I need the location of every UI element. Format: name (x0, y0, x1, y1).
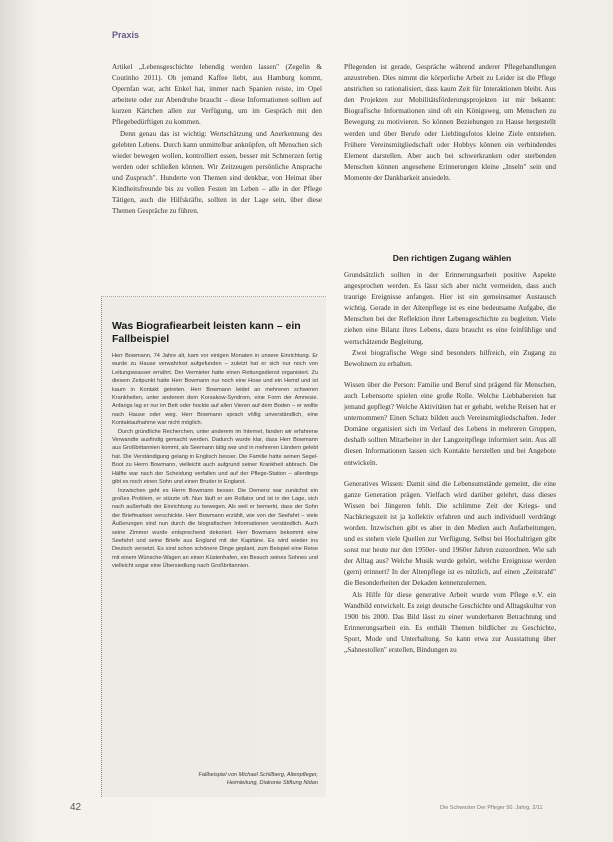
paragraph: Denn genau das ist wichtig: Wertschätzung und Anerkennung des gelebten Lebens. Durch kann unmittelbar anknüpfen, oft Menschen sich wieder bewegen wollen, kontrolliert essen, besser mit Schmerzen fertig werden oder schließen können. Wir Zeitzeugen persönliche Ansprache und Zuspruch". Hunderte von Themen sind denkbar, von Heimat über Kindheitsfreunde bis zu vollen Festen im Leben – alle in der Pflege Tätigen, auch die Hilfskräfte, sollten in der Lage sein, über diese Themen Gespräche zu führen. (112, 129, 322, 216)
paragraph: Zwei biografische Wege sind besonders hilfreich, ein Zugang zu Bewohnern zu erhalten. (344, 348, 556, 368)
credit-line: Heimleitung, Diakonie Stiftung Nidan (226, 780, 318, 786)
box-credit (112, 771, 318, 787)
paragraph: Wissen über die Person: Familie und Beruf sind prägend für Menschen, auch Lebensorte spielen eine große Rolle. Welche Liebhabereien hat jemand gepflegt? Welche Aktivitäten hat er gehabt, welche Reisen hat er unternommen? Einen Schatz bilden auch Vereinsmitgliedschaften. Jeder Domäne organisiert sich im Verlauf des Lebens in mehreren Gruppen, deshalb sollten Mitarbeiter in der Langzeitpflege informiert sein. Aus all diesen Informationen lassen sich Kontakte herstellen und bei Angebote entwickeln. (344, 380, 556, 467)
page-number: 42 (70, 802, 82, 813)
box-paragraph: Durch gründliche Recherchen, unter anderem im Internet, fanden wir erfahrene Verwandte ausfindig gemacht werden. Dadurch wurde klar, dass Herr Bowmann aus Großbritannien kommt, als Seemann tätig war und in mehreren Ländern gelebt hat. Die Verständigung gelang in Englisch besser. Die Familie hatte seinen Segel-Boot zu Herrn Bowmann, vielleicht auch aufgrund seiner Krankheit abbrach. Die Hälfte war nach der Scheidung verfallen und auf der Pflege-Station – allerdings gibt es noch einen Sohn und einen Bruder in England. (112, 428, 318, 486)
right-column-bottom (344, 270, 556, 656)
credit-line: Fallbeispiel von Michael Schillberg, Altenpfleger, (198, 772, 318, 778)
box-paragraph: Inzwischen geht es Herrn Bowmann besser. Die Demenz war zunächst ein großes Problem, er stürzte oft. Nun läuft er am Rollator und ist in der Lage, sich nach außerhalb der Einrichtung zu bewegen. Als weil er bemerkt, dass der Sohn der Briefmarken verschickte. Herr Bowmann erzählt, wie von der Seefahrt – viele Äußerungen sind nun durch die biografischen Informationen verständlich. Auch seine Zimmer wurde entsprechend dekoriert. Herr Bowmann bekommt eine Seefahrt und seine Briefe aus England mit der Kapitäne. Es wird wieder ins Deutsch versetzt. Es sind schon schönere Dinge geplant, zum Beispiel eine Reise mit einem Wünsche-Wagen an einen Küstenhafen, ein Besuch seines Sohnes und vielleicht sogar eine Übersiedlung nach Großbritannien. (112, 487, 318, 570)
paragraph: Als Hilfe für diese generative Arbeit wurde vom Pflege e.V. ein Wandbild entwickelt. Es zeigt deutsche Geschichte und Alltagskultur von 1900 bis 2000. Das Bild lässt zu einer wunderbaren Betrachtung und Erinnerungsarbeit ein. Es enthält Themen bildlicher zu Geschichte, Sport, Mode und Unterhaltung. So kann etwa zur Ausstattung über „Sahnestollen" erstellen, Bindungen zu (344, 590, 556, 654)
section-label: Praxis (112, 30, 140, 40)
paragraph: Artikel „Lebensgeschichte lebendig werden lassen" (Zegelin & Coutinho 2011). Ob jemand Kaffee liebt, aus Hamburg kommt, Opernfan war, acht Enkel hat, immer nach Spanien reiste, im Opel arbeitete oder zur Abendruhe braucht – diese Informationen sollten auf kurzen Kärtchen allen zur Verfügung, um im Gespräch mit den Pflegebedürftigen zu kommen. (112, 63, 322, 127)
paragraph: Grundsätzlich sollten in der Erinnerungsarbeit positive Aspekte angesprochen werden. Es lässt sich aber nicht vermeiden, dass auch traurige Ereignisse anfangen. Hier ist ein gemeinsamer Austausch wichtig. Gerade in der Altenpflege ist es eine bedeutsame Aufgabe, die Menschen bei der Reflektion ihrer Lebensgeschichte zu begleiten. Viele ziehen eine Bilanz ihres Lebens, dazu braucht es eine feinfühlige und wertschätzende Begleitung. (344, 271, 556, 346)
footer-text: Die Schwester Der Pfleger 50. Jahrg. 2/11 (440, 805, 543, 811)
box-paragraph: Herr Bowmann, 74 Jahre alt, kam vor einigen Monaten in unsere Einrichtung. Er wurde zu Hause verwahrlost aufgefunden – zuletzt hat er sich nur noch von Leitungswasser ernährt. Der Vermieter hatte einen Rettungsdienst organisiert. Zu diesem Zeitpunkt hatte Herr Bowmann nur noch eine Hose und ein Hemd und ist kaum in Kontakt getreten. Herr Bowmann leidet an mehreren schweren Krankheiten, unter anderem dem Korsakow-Syndrom, eine Form der Amnesie. Anfangs lag er nur im Bett oder hockte auf allen Vieren auf dem Boden – er wollte nach Hause oder weg. Herr Bowmann sprach völlig unverständlich, eine Kontaktaufnahme war nicht möglich. (112, 353, 318, 427)
paragraph: Generatives Wissen: Damit sind die Lebensumstände gemeint, die eine ganze Generation prägen. Vielfach wird darüber gelehrt, dass dieses Wissen bei Jüngeren fehlt. Die schlimme Zeit der Kriegs- und Nachkriegszeit ist ja kollektiv erfahren und auch individuell verdrängt worden. Inzwischen gibt es aber in den Medien auch Aufarbeitungen, und es stehen viele Quellen zur Verfügung. Selbst bei Hochaltrigen gibt sonst nur heute nur den 1950er- und 1960er Jahren zuzuordnen. Wie sah der Alltag aus? Welche Musik wurde gehört, welche Ereignisse werden (gern) erinnert? In der Altenpflege ist es nützlich, auf einen „Zeitstrahl" die Besonderheiten der Dekaden kennenzulernen. (344, 479, 556, 588)
box-body (112, 352, 318, 571)
left-column (112, 62, 322, 217)
right-column-top (344, 62, 556, 184)
subheading: Den richtigen Zugang wählen (392, 253, 512, 263)
paragraph: Pflegenden ist gerade, Gespräche während anderer Pflegehandlungen anzustreben. Dies nimmt die körperliche Arbeit zu Leider ist die Pflege anstrichen so rationalisiert, dass kaum Zeit für Interaktionen bleibt. Aus den Projekten zur Mobilitätsförderungsprojekten ist mir bekannt: Biografische Informationen sind oft ein Königsweg, um Menschen zu Bewegung zu motivieren. So können Beziehungen zu Hause hergestellt werden und über Berufe oder Lieblingsfotos kleine Ziele entstehen. Frühere Vereinsmitgliedschaft oder Hobbys können ein verbindendes Element darstellen. Aber auch bei schwerkranken oder sterbenden Menschen können angesehene Erinnerungen kleine „Inseln" sein und Momente der Dankbarkeit ansiedeln. (344, 63, 556, 182)
box-title: Was Biografiearbeit leisten kann – ein Fallbeispiel (112, 320, 301, 345)
